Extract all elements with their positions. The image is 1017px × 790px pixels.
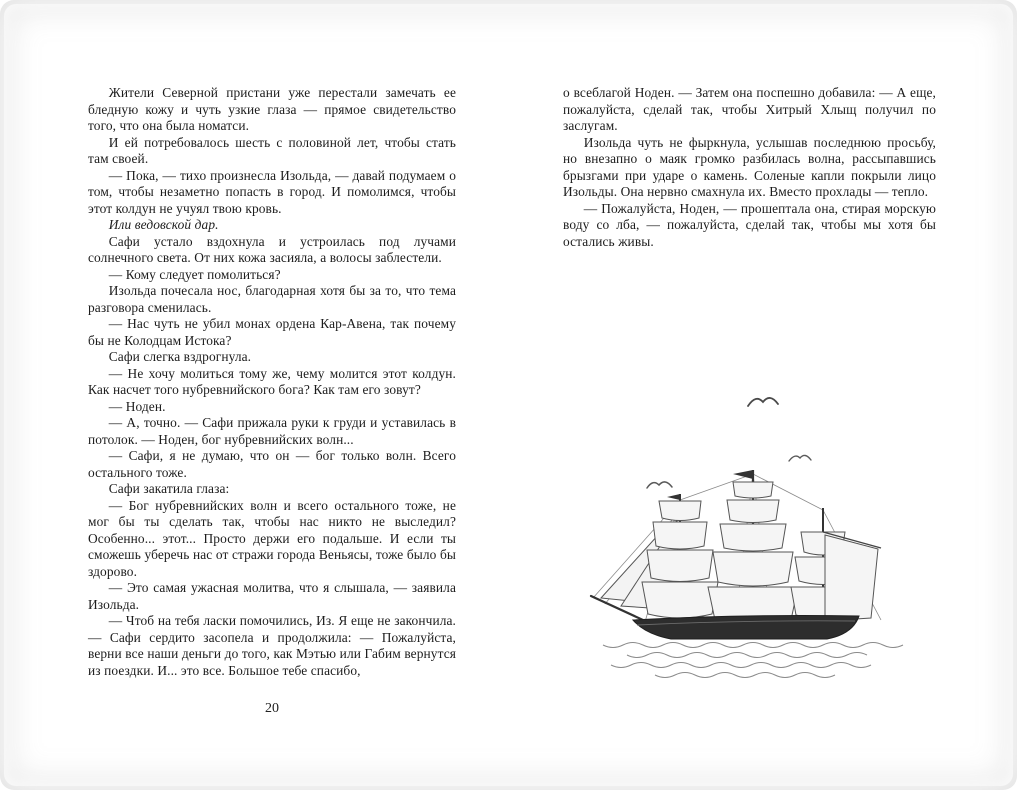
paragraph: Сафи закатила глаза: — [108, 481, 230, 496]
seagull-icon — [789, 455, 811, 461]
paragraph: — Это самая ужасная молитва, что я слышала, — заявила Изольда. — [88, 580, 456, 612]
paragraph: о всеблагой Ноден. — Затем она поспешно добавила: — А еще, пожалуйста, сделай так, чтобы Хитрый Хлыщ получил по заслугам. — [563, 85, 936, 133]
sailing-ship-icon — [591, 470, 903, 678]
paragraph: — Чтоб на тебя ласки помочились, Из. Я еще не закончила. — Сафи сердито засопела и продолжила: — Пожалуйста, верни все наши деньги до того, как Мэтью или Габим вернутся из поездки. И... это все. Большое тебе спасибо, — [88, 613, 456, 678]
page-number: 20 — [265, 701, 279, 716]
ship-illustration — [585, 382, 950, 702]
seagull-icon — [748, 398, 778, 406]
paragraph: Изольда чуть не фыркнула, услышав последнюю просьбу, но внезапно о маяк громко разбилась волна, рассыпавшись брызгами при ударе о камень. Соленые капли покрыли лицо Изольды. Она нервно смахнула их. Вместо прохлады — тепло. — [563, 134, 936, 199]
sea-waves — [603, 643, 903, 678]
paragraph: — Не хочу молиться тому же, чему молится этот колдун. Как насчет того нубревнийского бога? Как там его зовут? — [88, 365, 456, 397]
paragraph: Изольда почесала нос, благодарная хотя бы за то, что тема разговора сменилась. — [88, 283, 456, 315]
paragraph: Сафи слегка вздрогнула. — [108, 349, 252, 364]
paragraph-italic: Или ведовской дар. — [108, 217, 219, 232]
paragraph: — Сафи, я не думаю, что он — бог только волн. Всего остального тоже. — [88, 448, 456, 480]
paragraph: И ей потребовалось шесть с половиной лет, чтобы стать там своей. — [88, 134, 456, 166]
right-page-text — [563, 85, 936, 250]
left-page-text — [88, 85, 456, 679]
paragraph: — Нас чуть не убил монах ордена Кар-Авена, так почему бы не Колодцам Истока? — [88, 316, 456, 348]
paragraph: — Кому следует помолиться? — [108, 266, 281, 282]
paragraph: — Пожалуйста, Ноден, — прошептала она, стирая морскую воду со лба, — пожалуйста, сделай так, чтобы мы хотя бы остались живы. — [563, 200, 936, 249]
paragraph: — Ноден. — [108, 398, 166, 414]
seagull-icon — [647, 482, 672, 488]
paragraph: Сафи устало вздохнула и устроилась под лучами солнечного света. От них кожа засияла, а волосы заблестели. — [88, 233, 456, 265]
paragraph: Жители Северной пристани уже перестали замечать ее бледную кожу и чуть узкие глаза — прямое свидетельство того, что она была номатси. — [88, 85, 456, 133]
paragraph: — Бог нубревнийских волн и всего остального тоже, не мог бы ты сделать так, чтобы нас никто не выследил? Особенно... этот... Просто держи его подальше. И если ты сможешь уберечь нас от стражи города Веньясы, тоже было бы здорово. — [88, 497, 456, 579]
paragraph: — Пока, — тихо произнесла Изольда, — давай подумаем о том, чтобы незаметно попасть в город. И помолимся, чтобы этот колдун не учуял твою кровь. — [88, 167, 456, 216]
paragraph: — А, точно. — Сафи прижала руки к груди и уставилась в потолок. — Ноден, бог нубревнийских волн... — [88, 415, 456, 447]
